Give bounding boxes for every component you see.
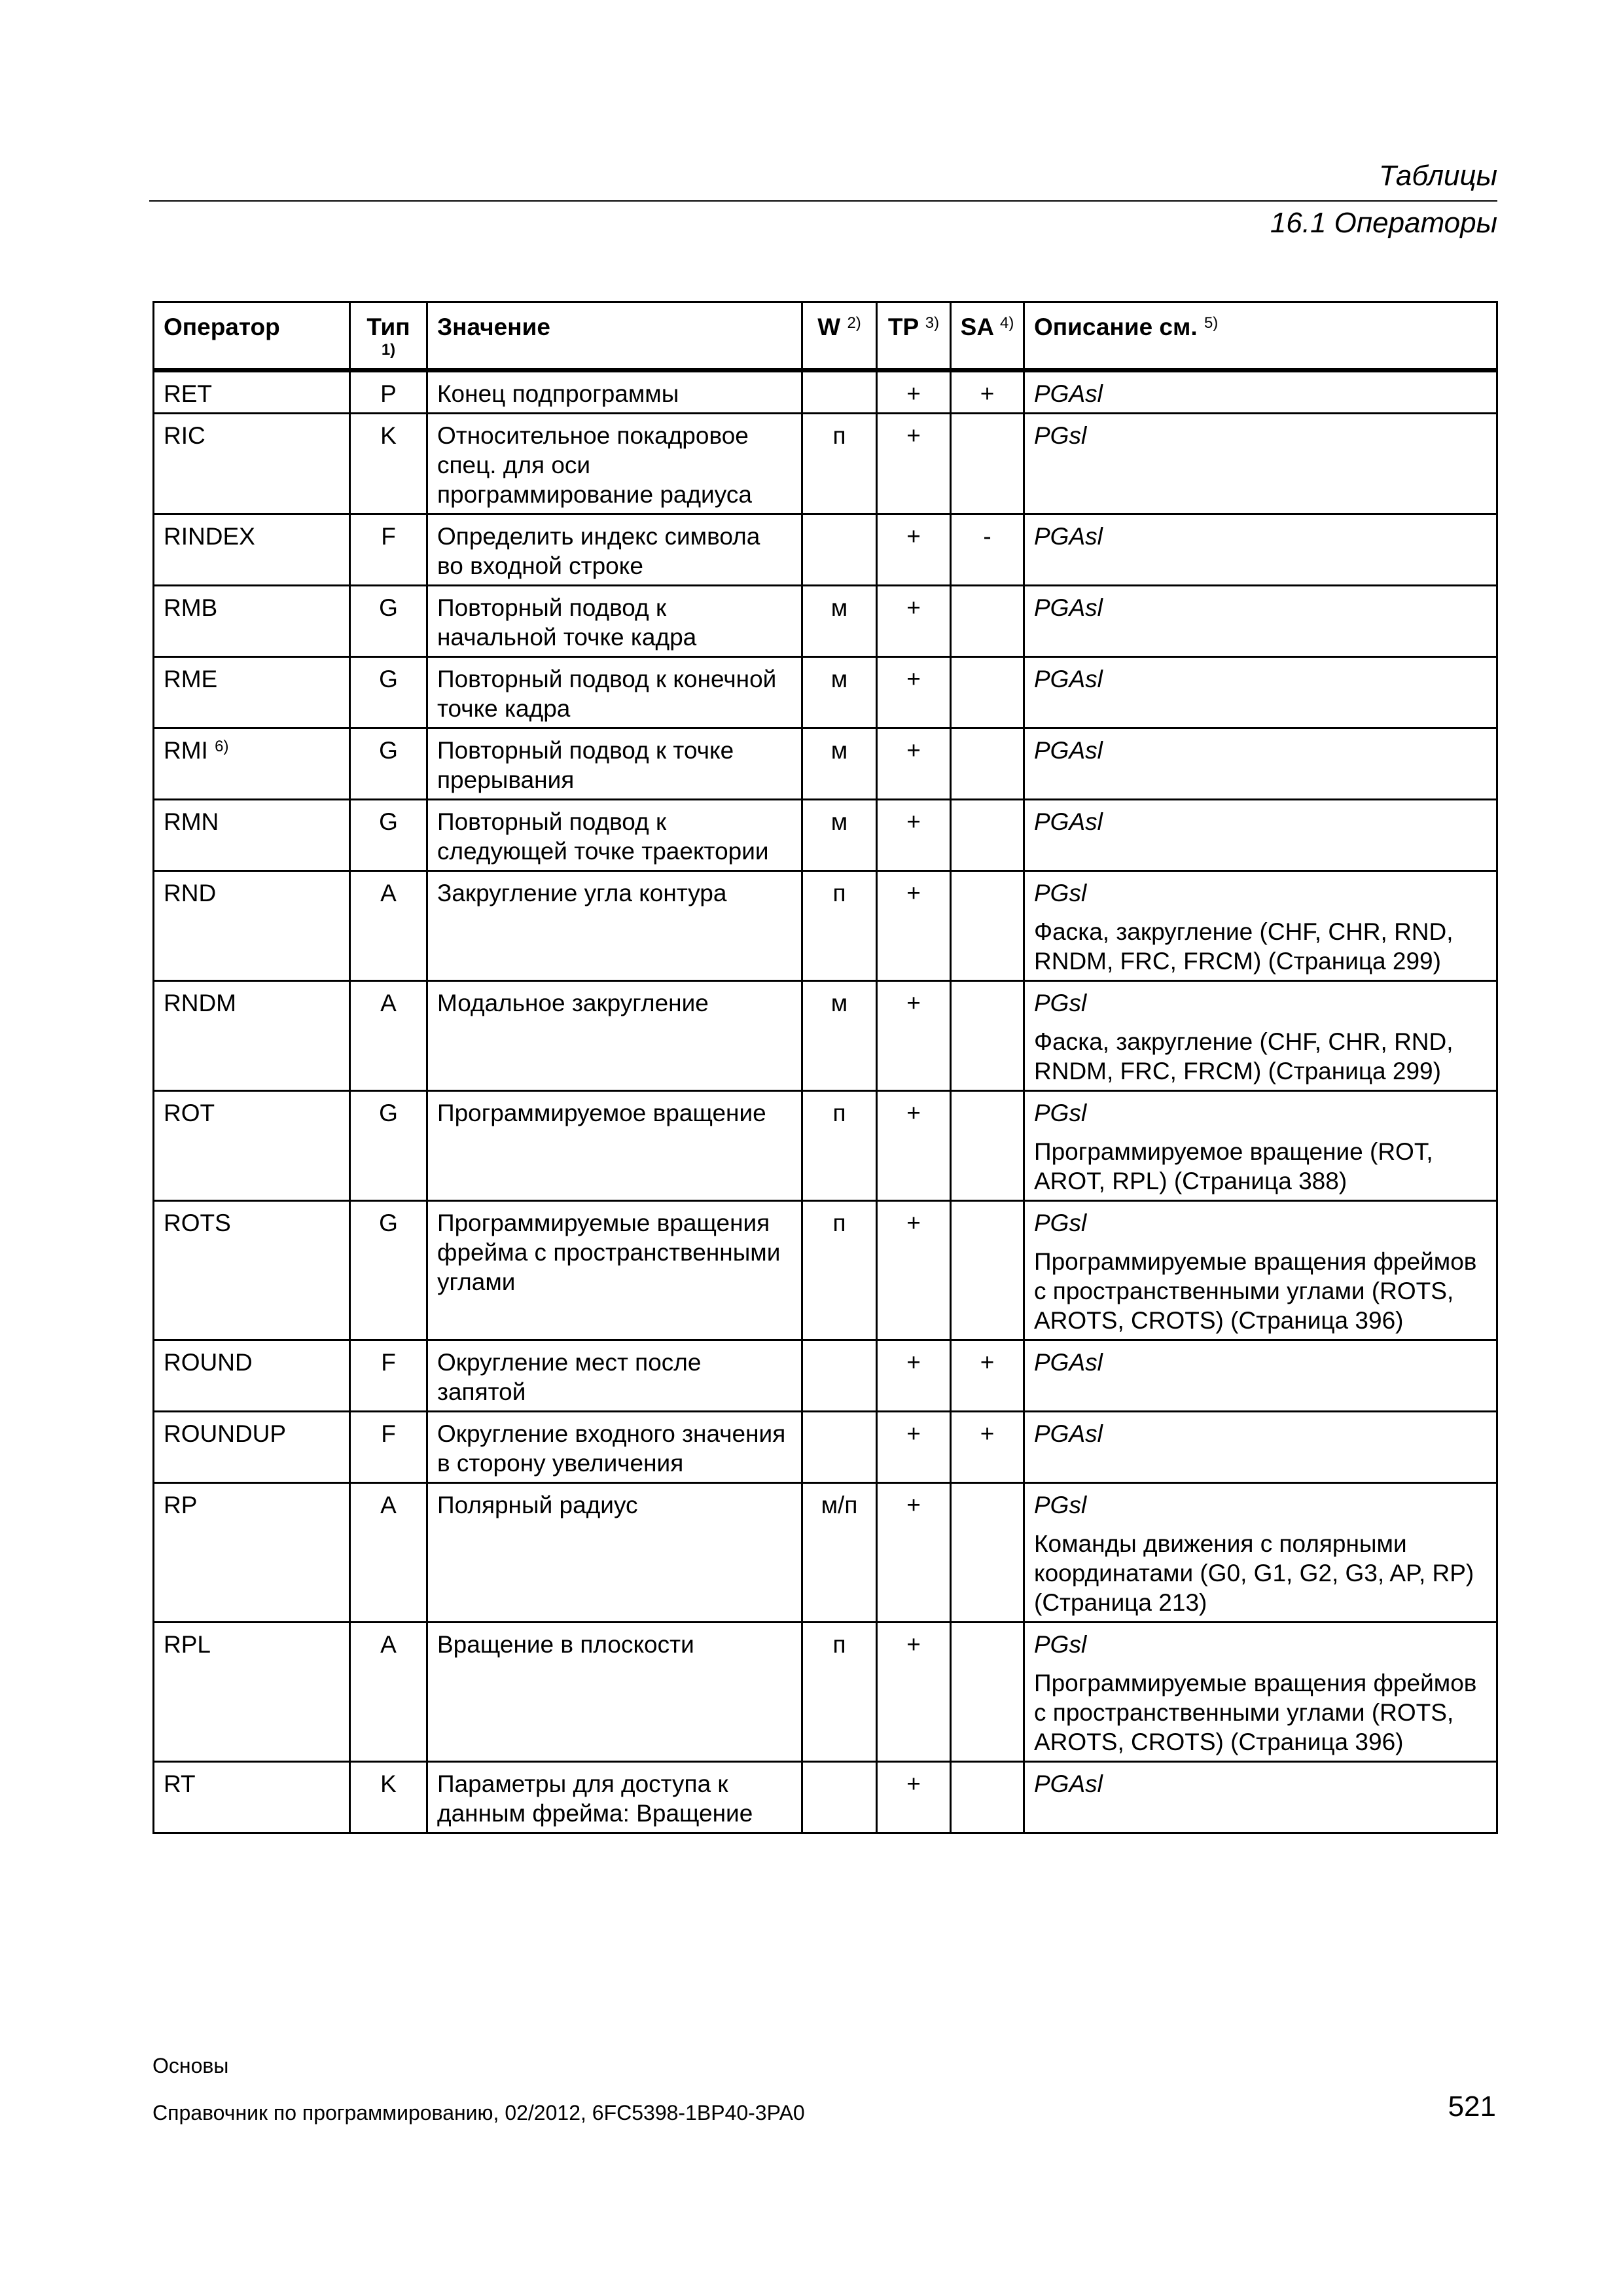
operator-name: ROTS — [164, 1210, 231, 1236]
reference-short: PGsl — [1034, 1210, 1087, 1236]
reference-short: PGAsl — [1034, 1349, 1103, 1376]
cell-description — [1024, 1091, 1497, 1201]
reference-short: PGsl — [1034, 1100, 1087, 1126]
cell-sa — [951, 657, 1024, 728]
table-header-row — [154, 302, 1497, 370]
cell-sa — [951, 981, 1024, 1091]
cell-type: K — [350, 414, 427, 514]
cell-type: G — [350, 1201, 427, 1340]
cell-description — [1024, 414, 1497, 514]
cell-w: м — [802, 800, 877, 871]
cell-description — [1024, 514, 1497, 586]
cell-w: м — [802, 981, 877, 1091]
operator-name: RME — [164, 666, 218, 692]
table-row — [154, 800, 1497, 871]
cell-description — [1024, 1201, 1497, 1340]
cell-tp: + — [877, 1091, 951, 1201]
cell-description — [1024, 1340, 1497, 1412]
table-row — [154, 1623, 1497, 1762]
reference-detail: Программируемые вращения фреймов с пространственными углами (ROTS, AROTS, CROTS) (Страница 396) — [1034, 1248, 1477, 1334]
cell-w: п — [802, 871, 877, 981]
cell-operator — [154, 586, 350, 657]
cell-type: F — [350, 1412, 427, 1483]
cell-sa — [951, 1201, 1024, 1340]
cell-operator — [154, 1340, 350, 1412]
cell-type: G — [350, 800, 427, 871]
column-header-description: Описание см. $^{5)}$ — [1024, 302, 1497, 370]
chapter-title: Таблицы — [1379, 160, 1497, 192]
operator-name: RND — [164, 880, 217, 906]
reference-short: PGAsl — [1034, 523, 1103, 550]
cell-sa — [951, 414, 1024, 514]
operator-name: ROUNDUP — [164, 1420, 287, 1447]
cell-w: п — [802, 1091, 877, 1201]
cell-meaning: Повторный подвод к следующей точке траектории — [427, 800, 802, 871]
table-row — [154, 514, 1497, 586]
reference-short: PGsl — [1034, 1631, 1087, 1658]
reference-short: PGAsl — [1034, 808, 1103, 835]
table-row — [154, 657, 1497, 728]
column-header-operator: Оператор — [154, 302, 350, 370]
cell-operator — [154, 414, 350, 514]
cell-operator — [154, 728, 350, 800]
operator-name: RNDM — [164, 990, 236, 1016]
table-row — [154, 1762, 1497, 1833]
cell-sa — [951, 871, 1024, 981]
cell-type: G — [350, 657, 427, 728]
cell-meaning: Полярный радиус — [427, 1483, 802, 1623]
cell-type: G — [350, 1091, 427, 1201]
cell-w — [802, 370, 877, 414]
table-row — [154, 370, 1497, 414]
reference-short: PGAsl — [1034, 737, 1103, 764]
column-header-type: Тип 1) — [350, 302, 427, 370]
cell-operator — [154, 1412, 350, 1483]
table-row — [154, 981, 1497, 1091]
column-header-meaning: Значение — [427, 302, 802, 370]
cell-type: A — [350, 871, 427, 981]
cell-tp: + — [877, 800, 951, 871]
cell-meaning: Повторный подвод к точке прерывания — [427, 728, 802, 800]
cell-type: F — [350, 514, 427, 586]
table-row — [154, 586, 1497, 657]
cell-sa — [951, 1091, 1024, 1201]
cell-tp: + — [877, 981, 951, 1091]
cell-meaning: Определить индекс символа во входной строке — [427, 514, 802, 586]
cell-meaning: Округление входного значения в сторону увеличения — [427, 1412, 802, 1483]
cell-meaning: Конец подпрограммы — [427, 370, 802, 414]
cell-meaning: Закругление угла контура — [427, 871, 802, 981]
cell-tp: + — [877, 1483, 951, 1623]
cell-description — [1024, 981, 1497, 1091]
cell-sa — [951, 800, 1024, 871]
cell-w — [802, 1762, 877, 1833]
operator-name: RT — [164, 1770, 196, 1797]
cell-sa — [951, 1762, 1024, 1833]
operator-footnote: 6) — [215, 738, 229, 755]
cell-type: G — [350, 728, 427, 800]
section-title: 16.1 Операторы — [1270, 207, 1497, 239]
column-header-sa: SA $^{4)}$ — [951, 302, 1024, 370]
cell-type: A — [350, 1483, 427, 1623]
cell-operator — [154, 657, 350, 728]
operator-name: RET — [164, 380, 212, 407]
table-row — [154, 728, 1497, 800]
cell-type: P — [350, 370, 427, 414]
cell-w: п — [802, 1623, 877, 1762]
cell-operator — [154, 370, 350, 414]
operator-name: ROT — [164, 1100, 215, 1126]
column-header-w: W $^{2)}$ — [802, 302, 877, 370]
cell-meaning: Вращение в плоскости — [427, 1623, 802, 1762]
cell-type: A — [350, 1623, 427, 1762]
reference-short: PGsl — [1034, 990, 1087, 1016]
footer-doc-title: Основы — [152, 2054, 229, 2077]
page-number: 521 — [1448, 2090, 1496, 2123]
cell-type: A — [350, 981, 427, 1091]
cell-meaning: Округление мест после запятой — [427, 1340, 802, 1412]
reference-detail: Фаска, закругление (CHF, CHR, RND, RNDM, FRC, FRCM) (Страница 299) — [1034, 918, 1454, 975]
cell-meaning: Программируемое вращение — [427, 1091, 802, 1201]
reference-short: PGAsl — [1034, 1770, 1103, 1797]
cell-operator — [154, 1623, 350, 1762]
cell-w: м — [802, 586, 877, 657]
cell-operator — [154, 871, 350, 981]
cell-description — [1024, 1412, 1497, 1483]
cell-tp: + — [877, 1412, 951, 1483]
cell-tp: + — [877, 1762, 951, 1833]
cell-operator — [154, 981, 350, 1091]
cell-tp: + — [877, 657, 951, 728]
cell-description — [1024, 800, 1497, 871]
cell-w — [802, 514, 877, 586]
operator-name: RIC — [164, 422, 205, 449]
operator-name: ROUND — [164, 1349, 253, 1376]
cell-meaning: Модальное закругление — [427, 981, 802, 1091]
column-header-tp: TP $^{3)}$ — [877, 302, 951, 370]
operator-name: RMI — [164, 737, 208, 764]
cell-meaning: Программируемые вращения фрейма с пространственными углами — [427, 1201, 802, 1340]
cell-tp: + — [877, 514, 951, 586]
reference-short: PGAsl — [1034, 380, 1103, 407]
cell-description — [1024, 871, 1497, 981]
header-divider — [149, 200, 1497, 202]
cell-tp: + — [877, 1201, 951, 1340]
cell-w: п — [802, 1201, 877, 1340]
cell-tp: + — [877, 370, 951, 414]
cell-tp: + — [877, 586, 951, 657]
cell-description — [1024, 1762, 1497, 1833]
cell-sa — [951, 1483, 1024, 1623]
cell-operator — [154, 1091, 350, 1201]
cell-sa: + — [951, 370, 1024, 414]
reference-detail: Программируемые вращения фреймов с пространственными углами (ROTS, AROTS, CROTS) (Страница 396) — [1034, 1670, 1477, 1755]
cell-tp: + — [877, 1623, 951, 1762]
table-row — [154, 1483, 1497, 1623]
reference-short: PGsl — [1034, 1492, 1087, 1518]
cell-operator — [154, 800, 350, 871]
operator-name: RMN — [164, 808, 219, 835]
cell-operator — [154, 1201, 350, 1340]
cell-w — [802, 1340, 877, 1412]
table-row — [154, 1412, 1497, 1483]
cell-tp: + — [877, 728, 951, 800]
table-row — [154, 1091, 1497, 1201]
cell-meaning: Повторный подвод к конечной точке кадра — [427, 657, 802, 728]
cell-w — [802, 1412, 877, 1483]
reference-short: PGAsl — [1034, 1420, 1103, 1447]
cell-description — [1024, 728, 1497, 800]
operator-name: RP — [164, 1492, 198, 1518]
operator-name: RPL — [164, 1631, 211, 1658]
operator-name: RINDEX — [164, 523, 255, 550]
cell-w: м — [802, 728, 877, 800]
table-row — [154, 871, 1497, 981]
cell-operator — [154, 1762, 350, 1833]
cell-sa — [951, 586, 1024, 657]
cell-tp: + — [877, 871, 951, 981]
reference-detail: Команды движения с полярными координатами (G0, G1, G2, G3, AP, RP) (Страница 213) — [1034, 1530, 1474, 1616]
reference-detail: Фаска, закругление (CHF, CHR, RND, RNDM, FRC, FRCM) (Страница 299) — [1034, 1028, 1454, 1085]
cell-description — [1024, 586, 1497, 657]
table-row — [154, 414, 1497, 514]
operator-name: RMB — [164, 594, 218, 621]
operators-table — [152, 301, 1498, 1834]
reference-short: PGAsl — [1034, 594, 1103, 621]
cell-description — [1024, 1483, 1497, 1623]
cell-description — [1024, 1623, 1497, 1762]
cell-type: G — [350, 586, 427, 657]
cell-meaning: Повторный подвод к начальной точке кадра — [427, 586, 802, 657]
cell-tp: + — [877, 414, 951, 514]
cell-type: F — [350, 1340, 427, 1412]
cell-meaning: Относительное покадровое спец. для оси программирование радиуса — [427, 414, 802, 514]
cell-meaning: Параметры для доступа к данным фрейма: Вращение — [427, 1762, 802, 1833]
cell-sa: + — [951, 1340, 1024, 1412]
cell-w: м — [802, 657, 877, 728]
cell-operator — [154, 514, 350, 586]
reference-detail: Программируемое вращение (ROT, AROT, RPL) (Страница 388) — [1034, 1138, 1433, 1194]
cell-sa — [951, 1623, 1024, 1762]
table-row — [154, 1340, 1497, 1412]
cell-operator — [154, 1483, 350, 1623]
reference-short: PGAsl — [1034, 666, 1103, 692]
cell-sa: - — [951, 514, 1024, 586]
table-body — [154, 370, 1497, 1833]
cell-tp: + — [877, 1340, 951, 1412]
footer-manual-info: Справочник по программированию, 02/2012, 6FC5398-1BP40-3PA0 — [152, 2101, 805, 2125]
reference-short: PGsl — [1034, 880, 1087, 906]
cell-sa: + — [951, 1412, 1024, 1483]
cell-description — [1024, 370, 1497, 414]
table-row — [154, 1201, 1497, 1340]
reference-short: PGsl — [1034, 422, 1087, 449]
cell-w: м/п — [802, 1483, 877, 1623]
cell-type: K — [350, 1762, 427, 1833]
cell-w: п — [802, 414, 877, 514]
cell-sa — [951, 728, 1024, 800]
cell-description — [1024, 657, 1497, 728]
